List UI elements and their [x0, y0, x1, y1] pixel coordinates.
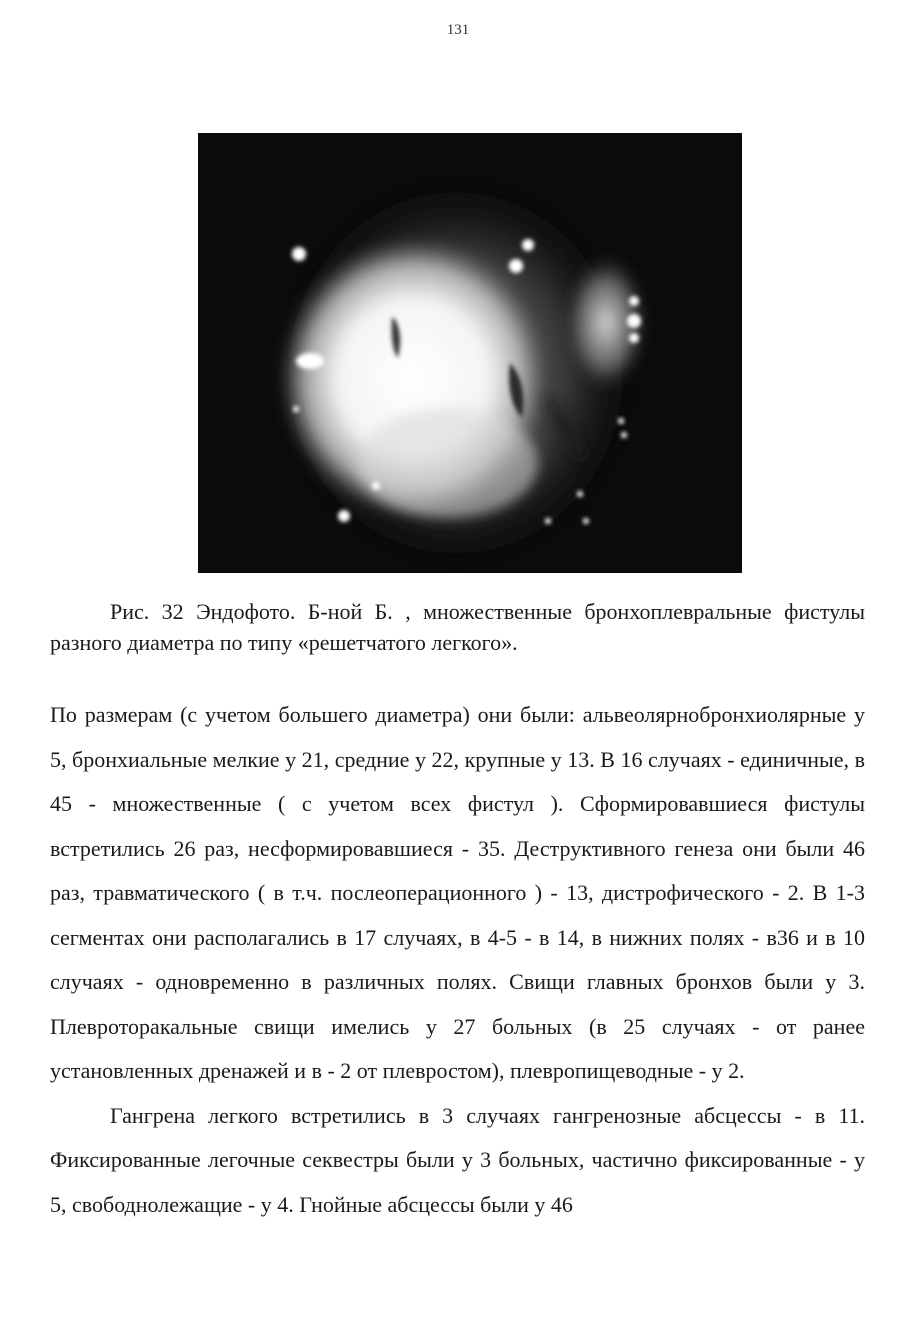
figure-caption: Рис. 32 Эндофото. Б-ной Б. , множественные бронхоплевральные фистулы разного диаметра по типу «решетчатого легкого».	[50, 599, 865, 655]
page-number: 131	[446, 22, 470, 38]
body-text	[50, 693, 865, 1227]
endoscopic-photo-image	[198, 133, 742, 573]
paragraph: Гангрена легкого встретились в 3 случаях гангренозные абсцессы - в 11. Фиксированные легочные секвестры были у 3 больных, частично фиксированные - у 5, свободнолежащие - у 4. Гнойные абсцессы были у 46	[50, 1102, 865, 1217]
paragraph: По размерам (с учетом большего диаметра) они были: альвеолярнобронхиолярные у 5, бронхиальные мелкие у 21, средние у 22, крупные у 13. В 16 случаях - единичные, в 45 - множественные ( с учетом всех фистул ). Сформировавшиеся фистулы встретились 26 раз, несформировавшиеся - 35. Деструктивного генеза они были 46 раз, травматического ( в т.ч. послеоперационного ) - 13, дистрофического - 2. В 1-3 сегментах они располагались в 17 случаях, в 4-5 - в 14, в нижних полях - в36 и в 10 случаях - одновременно в различных полях. Свищи главных бронхов были у 3. Плевроторакальные свищи имелись у 27 больных (в 25 случаях - от ранее установленных дренажей и в - 2 от плевростом), плевропищеводные - у 2.	[50, 702, 865, 1083]
endoscopic-photo	[198, 133, 742, 573]
